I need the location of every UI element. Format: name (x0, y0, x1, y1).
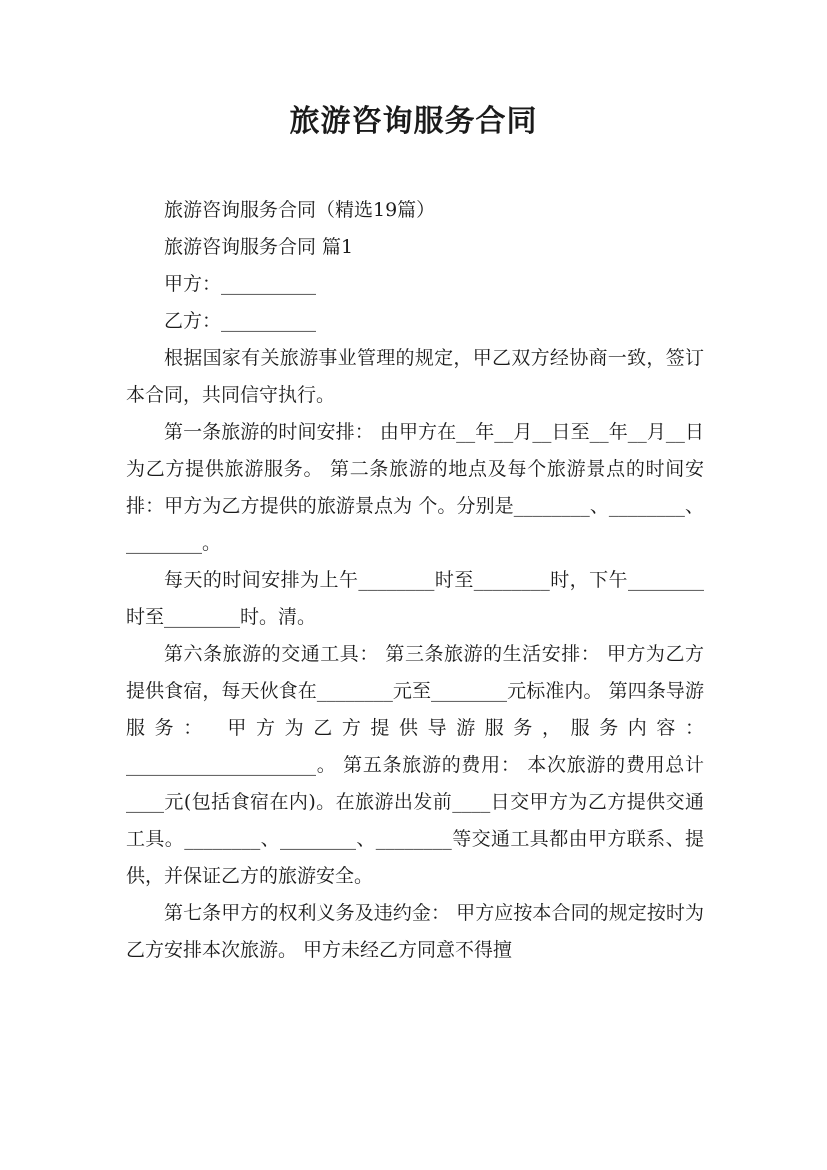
article-7-paragraph: 第七条甲方的权利义务及违约金： 甲方应按本合同的规定按时为乙方安排本次旅游。 甲方未经乙方同意不得擅 (126, 902, 704, 961)
schedule-paragraph: 每天的时间安排为上午________时至________时，下午________时至________时。清。 (126, 569, 704, 628)
document-title: 旅游咨询服务合同 (289, 104, 538, 139)
article-1-2-paragraph: 第一条旅游的时间安排： 由甲方在__年__月__日至__年__月__日为乙方提供旅游服务。 第二条旅游的地点及每个旅游景点的时间安排：甲方为乙方提供的旅游景点为 个。分别是________、________、________。 (126, 421, 704, 554)
subtitle-paragraph: 旅游咨询服务合同（精选19篇） (164, 199, 436, 221)
document-body (126, 192, 704, 969)
section-heading: 旅游咨询服务合同 篇1 (164, 236, 354, 258)
article-3-6-paragraph: 第六条旅游的交通工具： 第三条旅游的生活安排： 甲方为乙方提供食宿，每天伙食在________元至________元标准内。 第四条导游服务： 甲方为乙方提供导游服务，服务内容：____________________。 第五条旅游的费用： 本次旅游的费用总计____元(包括食宿在内)。在旅游出发前____日交甲方为乙方提供交通工具。________、________、________等交通工具都由甲方联系、提供，并保证乙方的旅游安全。 (126, 643, 704, 887)
party-b-line: 乙方：__________ (164, 310, 317, 332)
preamble-paragraph: 根据国家有关旅游事业管理的规定，甲乙双方经协商一致，签订本合同，共同信守执行。 (126, 347, 704, 406)
party-a-line: 甲方：__________ (164, 273, 317, 295)
